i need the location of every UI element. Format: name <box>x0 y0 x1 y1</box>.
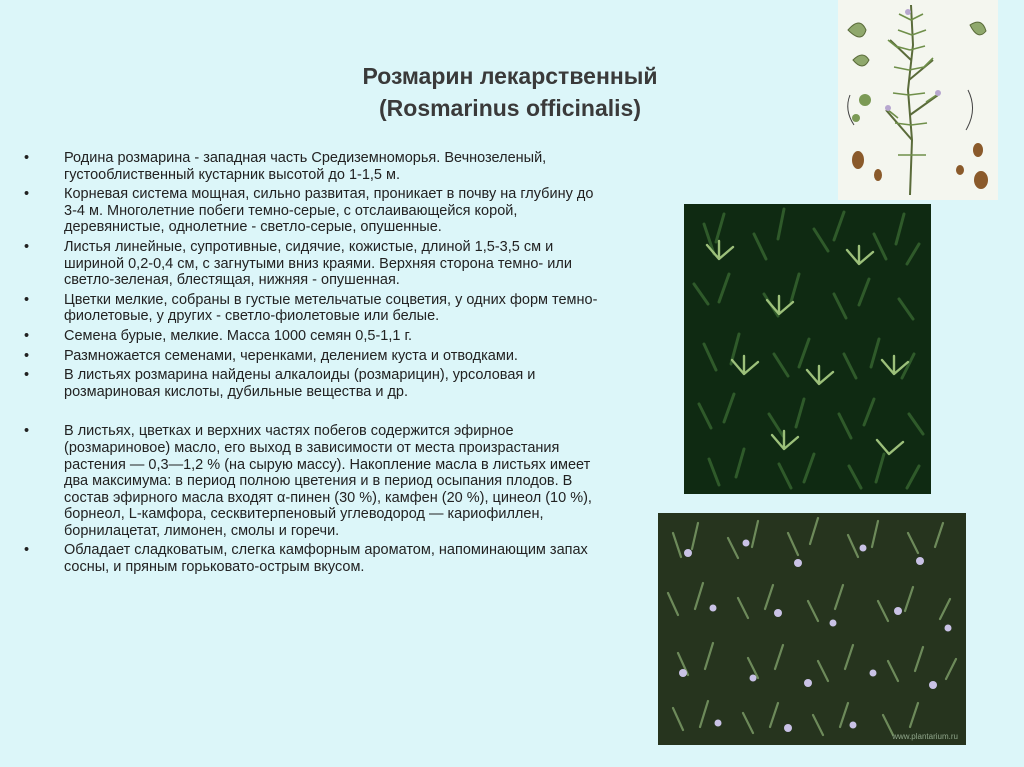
bullet-dot: • <box>24 238 30 255</box>
title-russian: Розмарин лекарственный <box>362 63 658 89</box>
bullet-text: В листьях, цветках и верхних частях побегов содержится эфирное (розмариновое) масло, его выход в зависимости от места произрастания растения — 0,3—1,2 % (на сырую массу). Накопление масла в листьях имеет два максимума: в период полною цветения и в период осыпания плодов. В состав эфирного масла входят α-пинен (30 %), камфен (20 %), цинеол (10 %), борнеол, L-камфора, сесквитерпеновый углеводород — кариофиллен, борнилацетат, лимонен, смолы и горечи. <box>64 423 592 539</box>
bullet-dot: • <box>24 291 30 308</box>
rosemary-flowers-photo <box>658 513 966 745</box>
bullet-text: Цветки мелкие, собраны в густые метельчатые соцветия, у одних форм темно-фиолетовые, у других - светло-фиолетовые или белые. <box>64 291 598 325</box>
bullet-dot: • <box>24 542 30 559</box>
bullet-text: Семена бурые, мелкие. Масса 1000 семян 0,5-1,1 г. <box>64 327 412 344</box>
bullet-item <box>24 348 604 365</box>
bullet-item <box>24 150 604 183</box>
bullet-dot: • <box>24 186 30 203</box>
bullet-item <box>24 292 604 325</box>
title-latin: (Rosmarinus officinalis) <box>379 95 641 121</box>
bullet-item <box>24 367 604 400</box>
bullet-text: Корневая система мощная, сильно развитая, проникает в почву на глубину до 3-4 м. Многолетние побеги темно-серые, с отслаивающейся корой, деревянистые, однолетние - светло-серые, опушенные. <box>64 186 594 236</box>
bullet-item <box>24 542 604 575</box>
bullet-text: Размножается семенами, черенками, делением куста и отводками. <box>64 347 518 364</box>
bullet-list <box>24 150 604 579</box>
rosemary-foliage-photo <box>684 204 931 494</box>
bullet-dot: • <box>24 367 30 384</box>
bullet-item <box>24 423 604 539</box>
bullet-text: В листьях розмарина найдены алкалоиды (розмарицин), урсоловая и розмариновая кислоты, дубильные вещества и др. <box>64 367 536 400</box>
watermark-text: www.plantarium.ru <box>892 732 958 741</box>
bullet-dot: • <box>24 347 30 364</box>
bullet-dot: • <box>24 423 30 440</box>
bullet-text: Обладает сладковатым, слегка камфорным ароматом, напоминающим запах сосны, и пряным горьковато-острым вкусом. <box>64 542 588 576</box>
bullet-text: Листья линейные, супротивные, сидячие, кожистые, длиной 1,5-3,5 см и шириной 0,2-0,4 см, с загнутыми вниз краями. Верхняя сторона темно- или светло-зеленая, блестящая, нижняя - опушенная. <box>64 238 572 289</box>
rosemary-botanical-illustration <box>838 0 998 200</box>
bullet-item <box>24 239 604 289</box>
bullet-item <box>24 186 604 236</box>
slide-title <box>330 60 690 124</box>
bullet-text: Родина розмарина - западная часть Средиземноморья. Вечнозеленый, густооблиственный кустарник высотой до 1-1,5 м. <box>64 150 547 183</box>
bullet-dot: • <box>24 150 30 166</box>
bullet-item <box>24 328 604 345</box>
bullet-dot: • <box>24 327 30 344</box>
